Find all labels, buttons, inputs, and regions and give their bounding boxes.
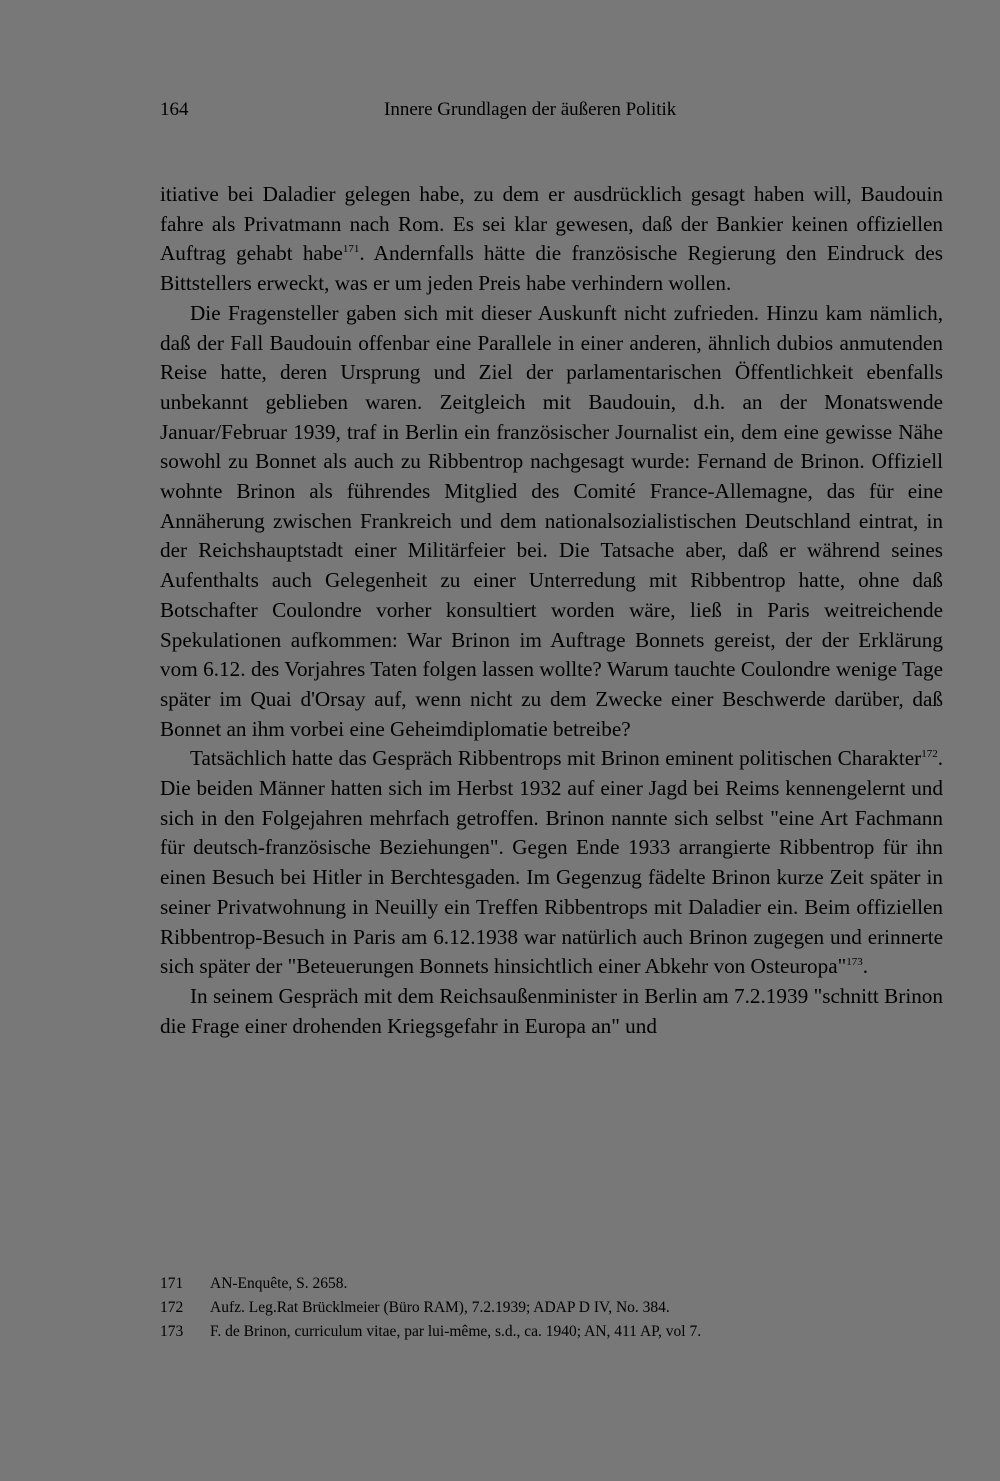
page-number: 164 xyxy=(160,99,189,120)
text-run: Tatsächlich hatte das Gespräch Ribbentrops mit Brinon eminent politischen Charakter xyxy=(190,746,922,771)
text-run: . xyxy=(862,954,869,979)
paragraph xyxy=(160,299,943,745)
footnote-text: F. de Brinon, curriculum vitae, par lui-même, s.d., ca. 1940; AN, 411 AP, vol 7. xyxy=(210,1323,702,1340)
text-run: . Die beiden Männer hatten sich im Herbst 1932 auf einer Jagd bei Reims kennengelernt und sich in den Folgejahren mehrfach getroffen. Brinon nannte sich selbst "eine Art Fachmann für deutsch-französische Beziehungen". Gegen Ende 1933 arrangierte Ribbentrop für ihn einen Besuch bei Hitler in Berchtesgaden. Im Gegenzug fädelte Brinon kurze Zeit später in seiner Privatwohnung in Neuilly ein Treffen Ribbentrops mit Daladier ein. Beim offiziellen Ribbentrop-Besuch in Paris am 6.12.1938 war natürlich auch Brinon zugegen und erinnerte sich später der "Beteuerungen Bonnets hinsichtlich einer Abkehr von Osteuropa" xyxy=(160,746,943,979)
footnote-text: AN-Enquête, S. 2658. xyxy=(210,1275,348,1292)
footnote-ref-173: 173 xyxy=(846,956,863,969)
paragraph xyxy=(160,744,943,982)
footnotes xyxy=(160,1272,943,1344)
footnote-text: Aufz. Leg.Rat Brücklmeier (Büro RAM), 7.2.1939; ADAP D IV, No. 384. xyxy=(210,1299,670,1316)
text-run: Die Fragensteller gaben sich mit dieser Auskunft nicht zufrieden. Hinzu kam nämlich, daß der Fall Baudouin offenbar eine Parallele in einer anderen, ähnlich dubios anmutenden Reise hatte, deren Ursprung und Ziel der parlamentarischen Öffentlichkeit ebenfalls unbekannt geblieben waren. Zeitgleich mit Baudouin, d.h. an der Monatswende Januar/Februar 1939, traf in Berlin ein französischer Journalist ein, dem eine gewisse Nähe sowohl zu Bonnet als auch zu Ribbentrop nachgesagt wurde: Fernand de Brinon. Offiziell wohnte Brinon als führendes Mitglied des Comité France-Allemagne, das für eine Annäherung zwischen Frankreich und dem nationalsozialistischen Deutschland eintrat, in der Reichshauptstadt einer Militärfeier bei. Die Tatsache aber, daß er während seines Aufenthalts auch Gelegenheit zu einer Unterredung mit Ribbentrop hatte, ohne daß Botschafter Coulondre vorher konsultiert worden wäre, ließ in Paris weitreichende Spekulationen aufkommen: War Brinon im Auftrage Bonnets gereist, der der Erklärung vom 6.12. des Vorjahres Taten folgen lassen wollte? Warum tauchte Coulondre wenige Tage später im Quai d'Orsay auf, wenn nicht zu dem Zwecke einer Beschwerde darüber, daß Bonnet an ihm vorbei eine Geheimdiplomatie betreibe? xyxy=(160,300,943,741)
paragraph xyxy=(160,180,943,299)
footnote-ref-171: 171 xyxy=(342,243,360,256)
footnote-ref-172: 172 xyxy=(921,748,938,761)
footnote-number: 171 xyxy=(160,1275,184,1292)
running-title: Innere Grundlagen der äußeren Politik xyxy=(384,99,677,120)
footnote-172 xyxy=(160,1296,943,1320)
text-run: itiative bei Daladier gelegen habe, zu dem er ausdrücklich gesagt haben will, Baudouin fahre als Privatmann nach Rom. Es sei klar gewesen, daß der Bankier keinen offiziellen Auftrag gehabt habe xyxy=(160,182,943,266)
footnote-171 xyxy=(160,1272,943,1296)
body-text xyxy=(160,180,943,1041)
footnote-number: 172 xyxy=(160,1299,184,1316)
footnote-173 xyxy=(160,1320,943,1344)
text-run: In seinem Gespräch mit dem Reichsaußenminister in Berlin am 7.2.1939 "schnitt Brinon die Frage einer drohenden Kriegsgefahr in Europa an" und xyxy=(160,983,943,1038)
text-run: . Andernfalls hätte die französische Regierung den Eindruck des Bittstellers erweckt, was er um jeden Preis habe verhindern wollen. xyxy=(160,241,943,296)
footnote-number: 173 xyxy=(160,1323,184,1340)
running-header xyxy=(160,96,940,124)
paragraph xyxy=(160,982,943,1041)
